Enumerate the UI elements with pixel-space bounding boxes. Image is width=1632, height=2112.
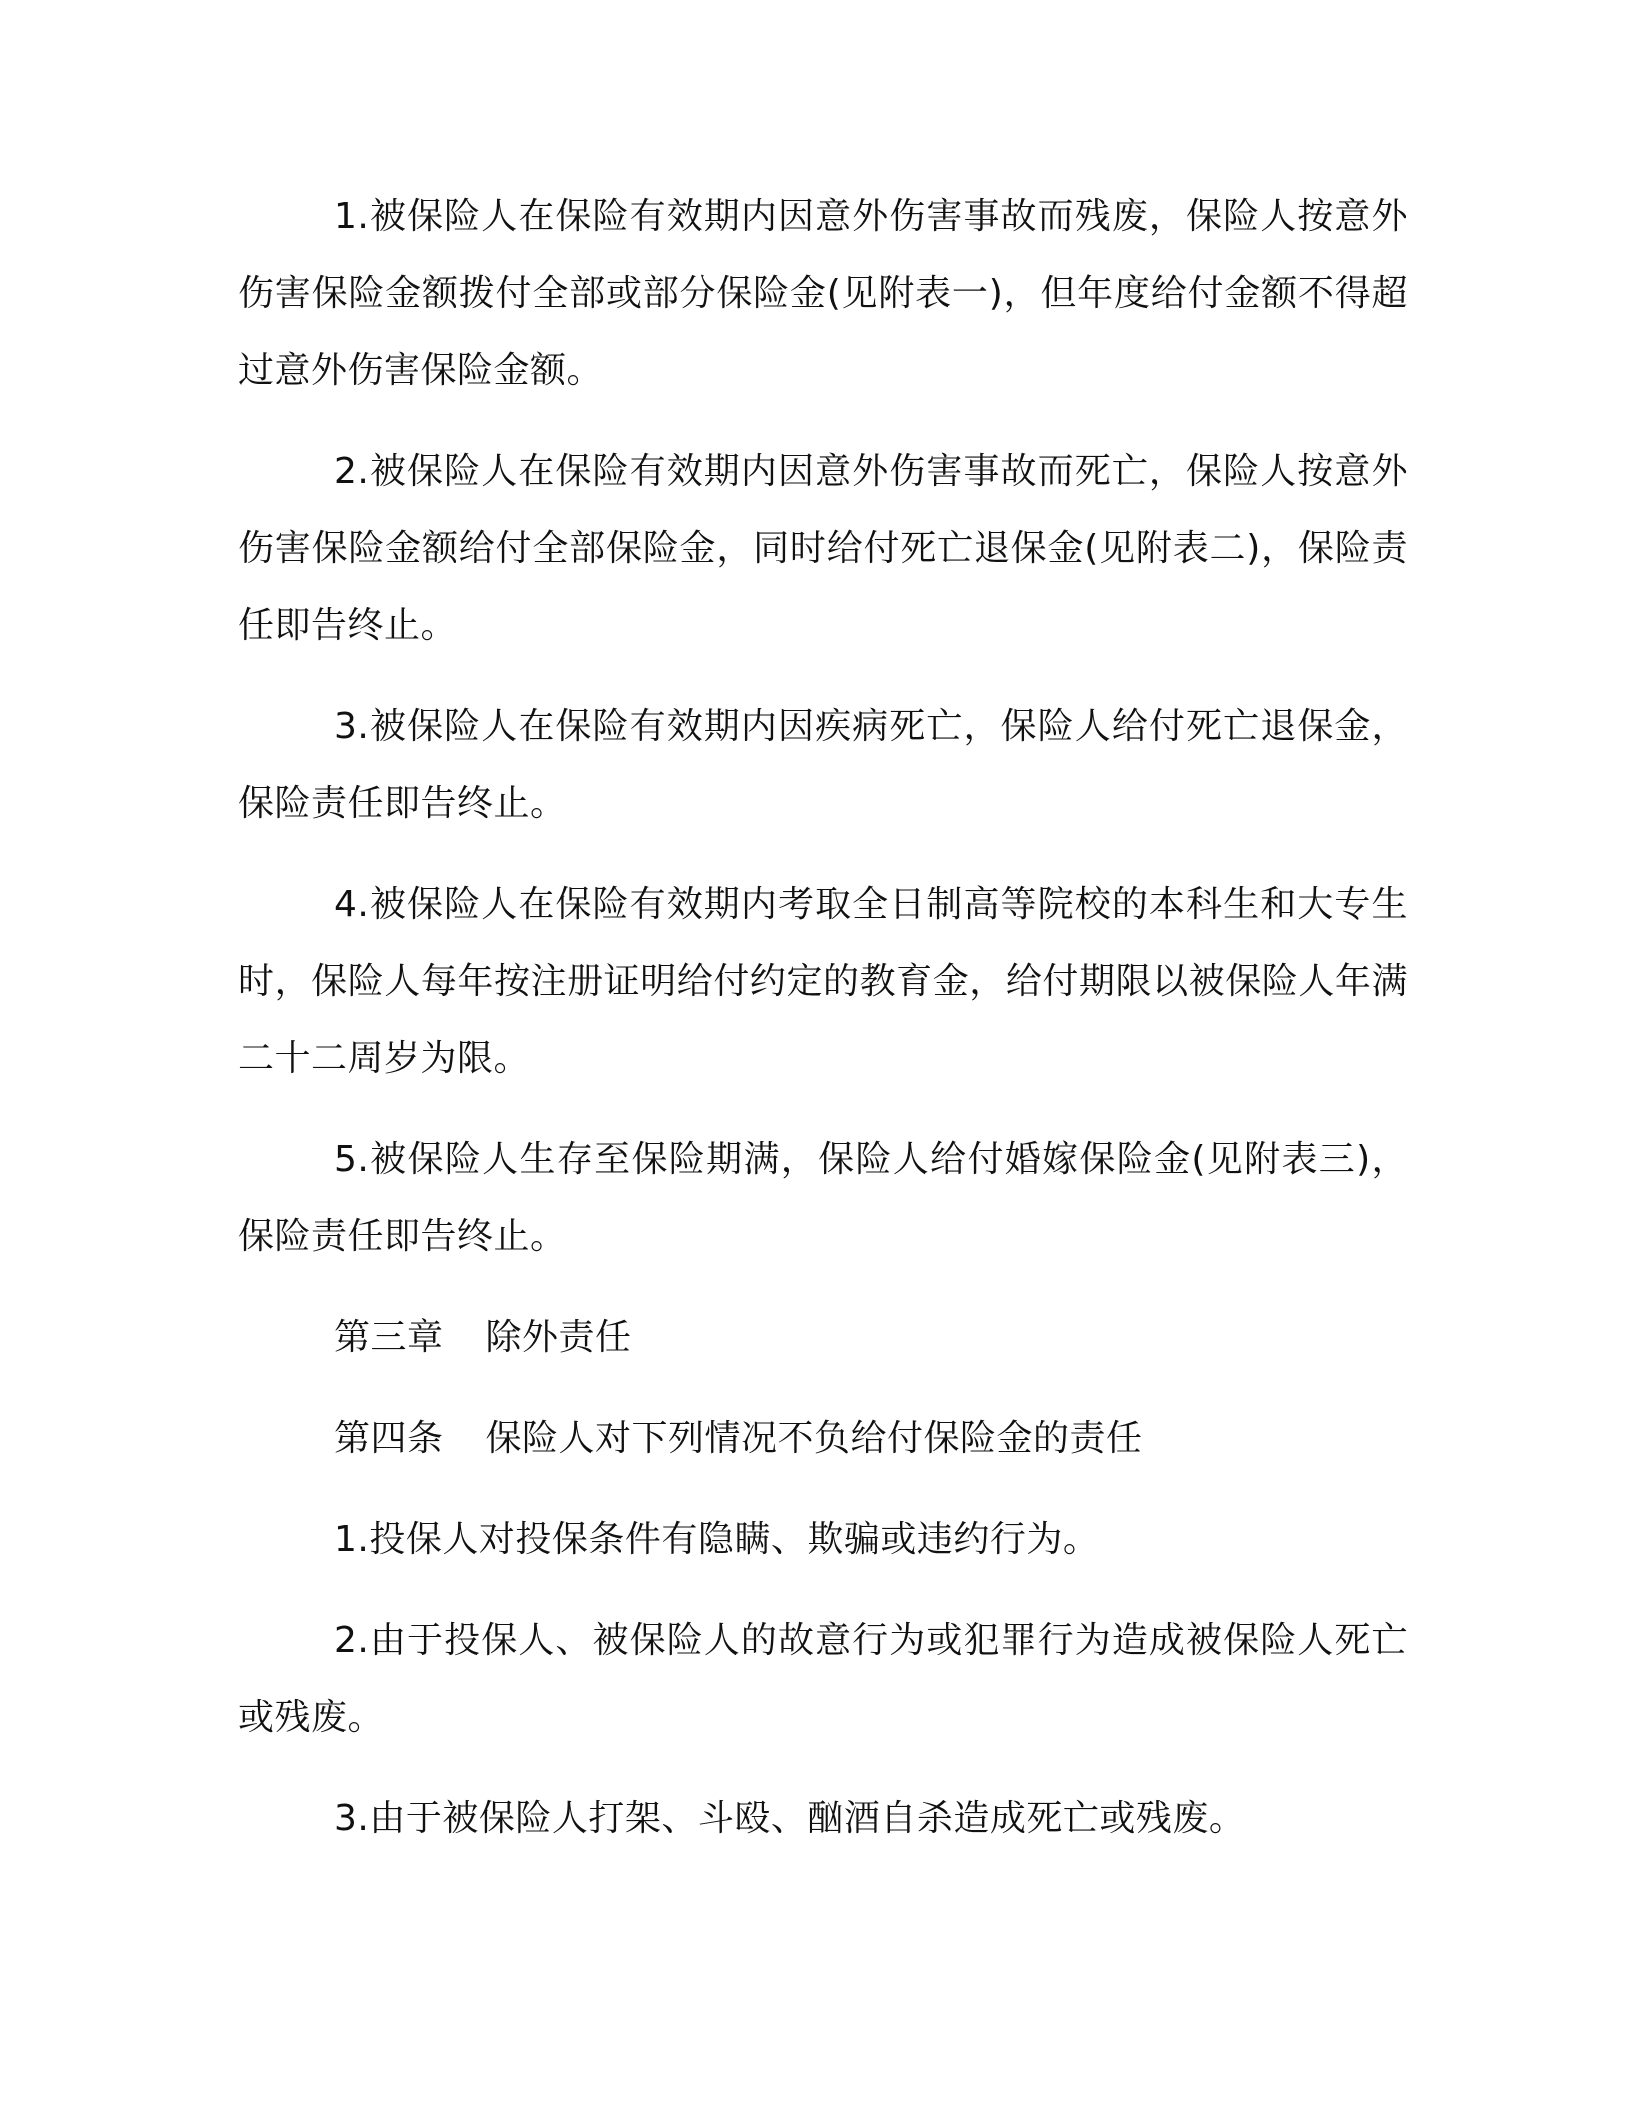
clause-paragraph: 4.被保险人在保险有效期内考取全日制高等院校的本科生和大专生时，保险人每年按注册证明给付约定的教育金，给付期限以被保险人年满二十二周岁为限。 (238, 884, 1408, 1079)
article-heading (238, 1400, 1408, 1477)
chapter-heading (238, 1299, 1408, 1376)
article-number: 第四条 (334, 1418, 444, 1459)
exclusion-paragraph: 1.投保人对投保条件有隐瞒、欺骗或违约行为。 (334, 1519, 1100, 1560)
clause-paragraph: 3.被保险人在保险有效期内因疾病死亡，保险人给付死亡退保金，保险责任即告终止。 (238, 706, 1408, 824)
clause-paragraph: 1.被保险人在保险有效期内因意外伤害事故而残废，保险人按意外伤害保险金额拨付全部或部分保险金(见附表一)，但年度给付金额不得超过意外伤害保险金额。 (238, 196, 1408, 391)
exclusion-paragraph: 3.由于被保险人打架、斗殴、酗酒自杀造成死亡或残废。 (334, 1798, 1246, 1839)
chapter-number: 第三章 (334, 1317, 444, 1358)
document-body (238, 178, 1408, 1881)
article-title: 保险人对下列情况不负给付保险金的责任 (485, 1418, 1143, 1459)
clause-paragraph: 5.被保险人生存至保险期满，保险人给付婚嫁保险金(见附表三)，保险责任即告终止。 (238, 1139, 1408, 1257)
chapter-title: 除外责任 (485, 1317, 632, 1358)
clause-paragraph: 2.被保险人在保险有效期内因意外伤害事故而死亡，保险人按意外伤害保险金额给付全部保险金，同时给付死亡退保金(见附表二)，保险责任即告终止。 (238, 451, 1408, 646)
exclusion-paragraph: 2.由于投保人、被保险人的故意行为或犯罪行为造成被保险人死亡或残废。 (238, 1620, 1408, 1738)
